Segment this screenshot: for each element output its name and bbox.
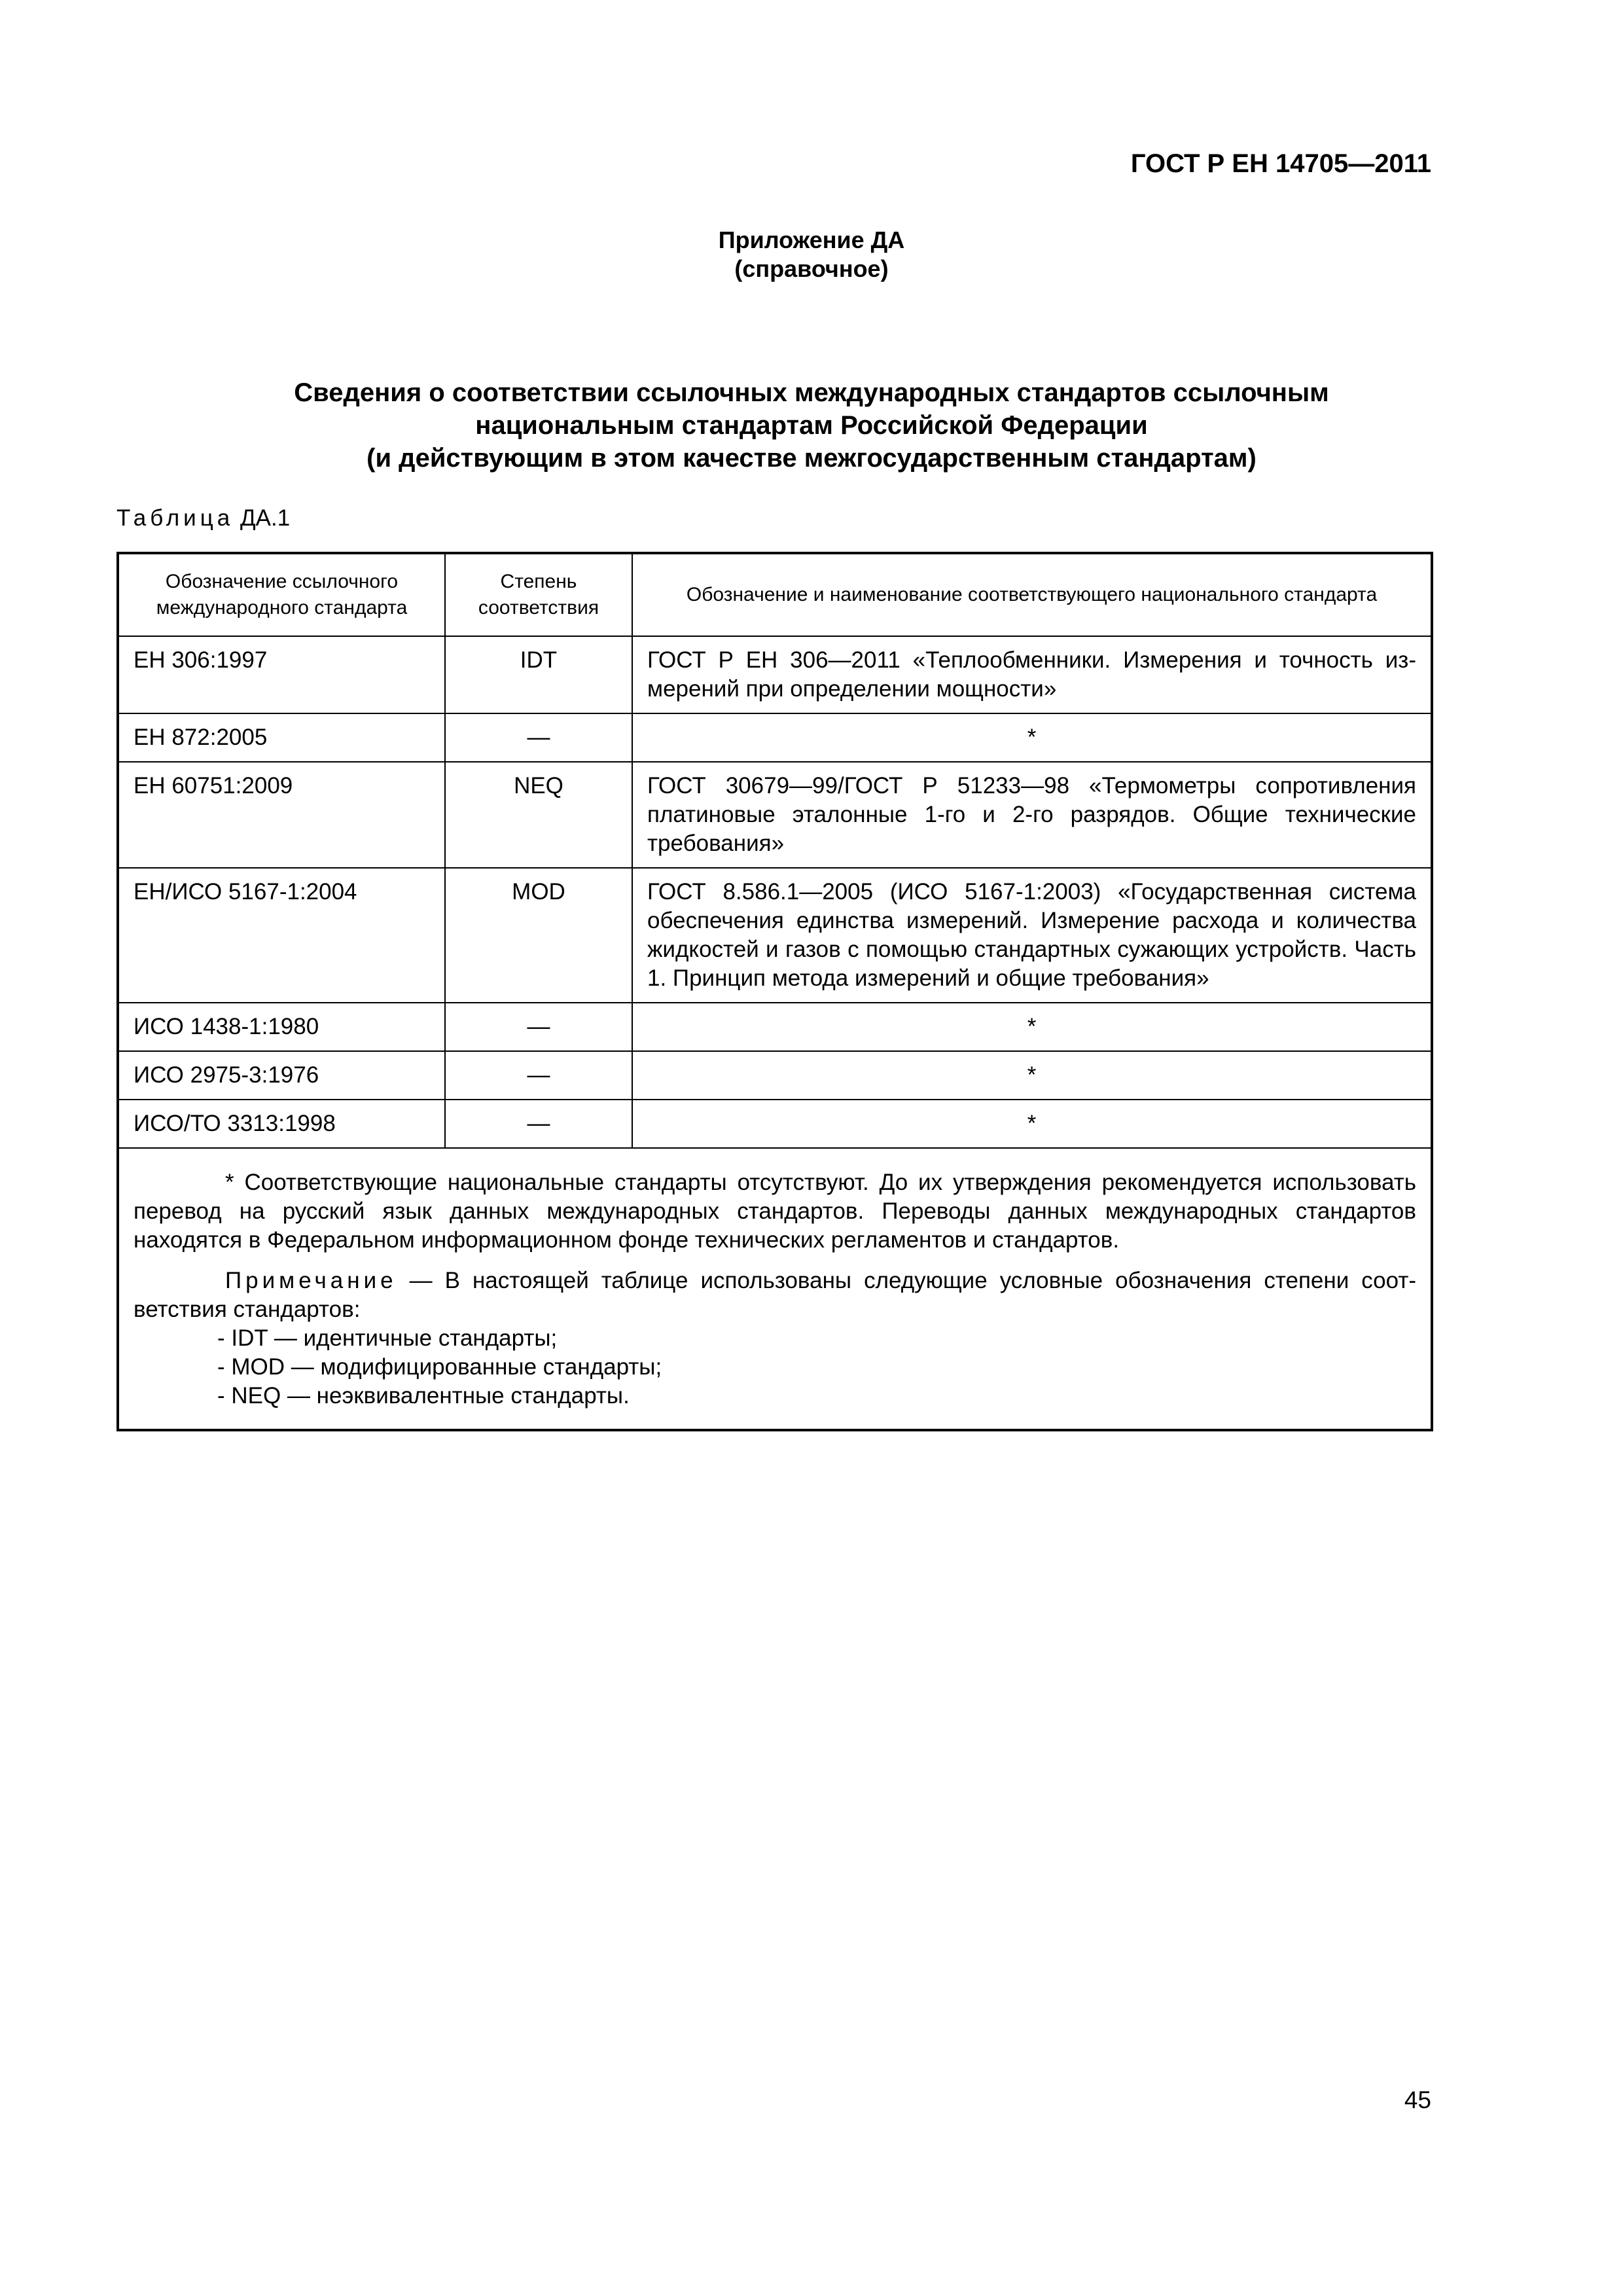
title-line-1: Сведения о соответствии ссылочных международных стандартов ссылочным <box>294 378 1329 407</box>
annex-name: Приложение ДА <box>718 226 905 253</box>
table-row <box>118 762 1432 868</box>
cell-intl: ИСО 2975-3:1976 <box>118 1051 445 1100</box>
legend-item: - NEQ — неэквивалентные стандарты. <box>217 1383 630 1408</box>
annex-heading <box>0 226 1623 283</box>
cell-national: ГОСТ 30679—99/ГОСТ Р 51233—98 «Термометры сопротивления платиновые эталонные 1-го и 2-го разрядов. Общие технические требования» <box>632 762 1432 868</box>
table-footnote <box>118 1148 1432 1430</box>
cell-degree: — <box>445 713 632 762</box>
table-caption <box>116 505 290 531</box>
cell-degree: NEQ <box>445 762 632 868</box>
table-header-row <box>118 553 1432 636</box>
footnote-text: * Соответствующие национальные стандарты отсутствуют. До их утверждения рекомендуется использовать перевод на русский язык данных международных стандартов. Переводы данных международных стандартов находятся в Федеральном информационном фонде технических регламентов и стандартов. <box>134 1170 1416 1253</box>
cell-national: * <box>632 713 1432 762</box>
header-intl-standard: Обозначение ссылочного международного стандарта <box>118 553 445 636</box>
cell-intl: ИСО/ТО 3313:1998 <box>118 1100 445 1148</box>
cell-intl: ИСО 1438-1:1980 <box>118 1003 445 1051</box>
note-paragraph <box>134 1266 1416 1324</box>
title-line-3: (и действующим в этом качестве межгосударственным стандартам) <box>366 444 1257 473</box>
cell-intl: ЕН/ИСО 5167-1:2004 <box>118 868 445 1003</box>
page-number: 45 <box>1404 2087 1431 2113</box>
cell-degree: — <box>445 1051 632 1100</box>
cell-degree: IDT <box>445 636 632 713</box>
table-footnote-row <box>118 1148 1432 1430</box>
cell-intl: ЕН 60751:2009 <box>118 762 445 868</box>
cell-degree: — <box>445 1100 632 1148</box>
table-row <box>118 868 1432 1003</box>
table-row <box>118 1051 1432 1100</box>
cell-degree: — <box>445 1003 632 1051</box>
cell-national: * <box>632 1100 1432 1148</box>
table-row <box>118 1100 1432 1148</box>
table-caption-prefix: Таблица <box>116 505 234 531</box>
header-degree: Степень соответствия <box>445 553 632 636</box>
cell-intl: ЕН 872:2005 <box>118 713 445 762</box>
section-title <box>0 376 1623 475</box>
title-line-2: национальным стандартам Российской Федерации <box>475 411 1148 440</box>
legend-item: - MOD — модифицированные стандарты; <box>217 1354 662 1380</box>
correspondence-table <box>116 552 1433 1431</box>
annex-kind: (справочное) <box>734 255 889 282</box>
cell-national: ГОСТ Р ЕН 306—2011 «Теплообменники. Измерения и точность измерений при определении мощности» <box>632 636 1432 713</box>
table-row <box>118 713 1432 762</box>
cell-national: * <box>632 1051 1432 1100</box>
cell-intl: ЕН 306:1997 <box>118 636 445 713</box>
table-row <box>118 636 1432 713</box>
note-label: Примечание <box>225 1268 397 1293</box>
table-row <box>118 1003 1432 1051</box>
document-code: ГОСТ Р ЕН 14705—2011 <box>1130 149 1431 178</box>
header-national-standard: Обозначение и наименование соответствующего национального стандарта <box>632 553 1432 636</box>
note-text: — В настоящей таблице использованы следующие условные обозначения степени соответствия стандартов: <box>134 1268 1416 1322</box>
legend-item: - IDT — идентичные стандарты; <box>217 1325 558 1351</box>
cell-degree: MOD <box>445 868 632 1003</box>
cell-national: ГОСТ 8.586.1—2005 (ИСО 5167-1:2003) «Государственная система обеспечения единства измерений. Измерение расхода и количества жидкостей и газов с помощью стандартных сужающих устройств. Часть 1. Принцип метода измерений и общие требования» <box>632 868 1432 1003</box>
cell-national: * <box>632 1003 1432 1051</box>
table-caption-number: ДА.1 <box>240 505 291 531</box>
